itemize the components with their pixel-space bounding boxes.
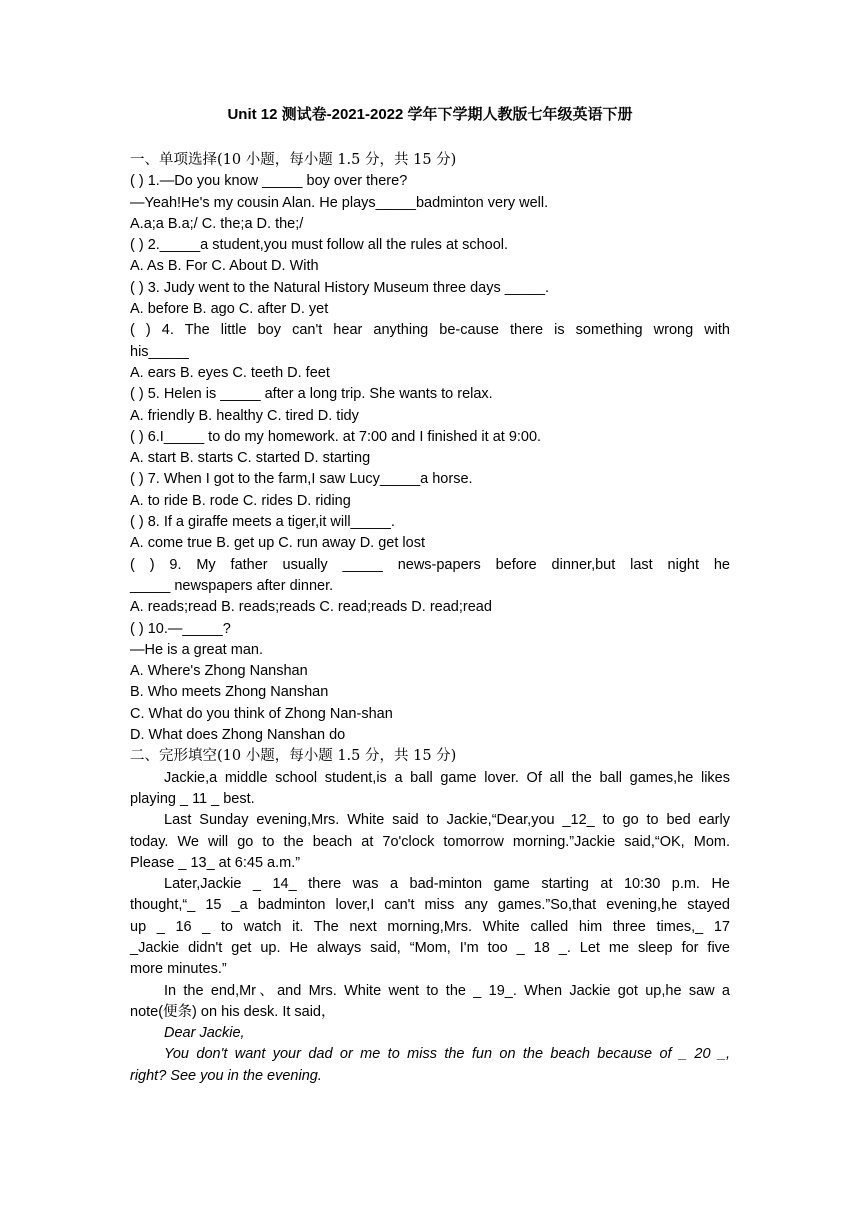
question-5-stem: ( ) 5. Helen is _____ after a long trip. She wants to relax.: [130, 386, 493, 403]
question-1-stem: ( ) 1.—Do you know _____ boy over there?: [130, 173, 408, 190]
question-8-stem: ( ) 8. If a giraffe meets a tiger,it will_____.: [130, 514, 395, 531]
cloze-paragraph-3-line-5: more minutes.”: [130, 961, 227, 978]
cloze-paragraph-4-line-1: In the end,Mr、and Mrs. White went to the _ 19_. When Jackie got up,he saw a: [164, 982, 730, 999]
cloze-paragraph-2-line-1: Last Sunday evening,Mrs. White said to Jackie,“Dear,you _12_ to go to bed early: [164, 812, 730, 829]
question-3-stem: ( ) 3. Judy went to the Natural History Museum three days _____.: [130, 279, 550, 296]
note-salutation: Dear Jackie,: [164, 1025, 245, 1042]
cloze-paragraph-4-line-2: note(便条) on his desk. It said，: [130, 1003, 336, 1020]
question-4-stem: ( ) 4. The little boy can't hear anything be-cause there is something wrong with: [130, 322, 730, 339]
question-10-option-b: B. Who meets Zhong Nanshan: [130, 684, 329, 701]
question-10-option-c: C. What do you think of Zhong Nan-shan: [130, 705, 393, 722]
question-4-options: A. ears B. eyes C. teeth D. feet: [130, 364, 330, 381]
cloze-paragraph-3-line-2: thought,“_ 15 _a badminton lover,I can't miss any games.”So,that evening,he stayed: [130, 897, 730, 914]
question-9-stem: ( ) 9. My father usually _____ news-papers before dinner,but last night he: [130, 556, 730, 573]
question-3-options: A. before B. ago C. after D. yet: [130, 301, 329, 318]
question-2-options: A. As B. For C. About D. With: [130, 258, 319, 275]
question-10-option-d: D. What does Zhong Nanshan do: [130, 727, 346, 744]
cloze-paragraph-3-line-1: Later,Jackie _ 14_ there was a bad-minton game starting at 10:30 p.m. He: [164, 876, 730, 893]
question-9-options: A. reads;read B. reads;reads C. read;reads D. read;read: [130, 599, 492, 616]
question-9-stem-cont: _____ newspapers after dinner.: [130, 577, 334, 594]
document-page: [130, 100, 730, 1087]
cloze-paragraph-2-line-3: Please _ 13_ at 6:45 a.m.”: [130, 854, 301, 871]
note-body-line-2: right? See you in the evening.: [130, 1067, 322, 1084]
section-heading-cloze: 二、完形填空(10 小题，每小题 1.5 分，共 15 分): [130, 748, 457, 765]
page-title: Unit 12 测试卷-2021-2022 学年下学期人教版七年级英语下册: [227, 106, 633, 123]
question-6-stem: ( ) 6.I_____ to do my homework. at 7:00 and I finished it at 9:00.: [130, 428, 542, 445]
cloze-paragraph-1-line-2: playing _ 11 _ best.: [130, 790, 255, 807]
question-6-options: A. start B. starts C. started D. starting: [130, 450, 371, 467]
question-7-options: A. to ride B. rode C. rides D. riding: [130, 492, 351, 509]
question-7-stem: ( ) 7. When I got to the farm,I saw Lucy_____a horse.: [130, 471, 473, 488]
cloze-paragraph-3-line-3: up _ 16 _ to watch it. The next morning,Mrs. White called him three times,_ 17: [130, 918, 730, 935]
cloze-paragraph-3-line-4: _Jackie didn't get up. He always said, “Mom, I'm too _ 18 _. Let me sleep for five: [130, 939, 730, 956]
question-10-option-a: A. Where's Zhong Nanshan: [130, 663, 308, 680]
question-10-reply: —He is a great man.: [130, 641, 263, 658]
note-body-line-1: You don't want your dad or me to miss the fun on the beach because of _ 20 _,: [164, 1046, 730, 1063]
question-5-options: A. friendly B. healthy C. tired D. tidy: [130, 407, 359, 424]
question-10-stem: ( ) 10.—_____?: [130, 620, 231, 637]
question-1-options: A.a;a B.a;/ C. the;a D. the;/: [130, 215, 304, 232]
question-8-options: A. come true B. get up C. run away D. get lost: [130, 535, 425, 552]
cloze-paragraph-1-line-1: Jackie,a middle school student,is a ball game lover. Of all the ball games,he likes: [164, 769, 730, 786]
question-2-stem: ( ) 2._____a student,you must follow all the rules at school.: [130, 237, 509, 254]
question-1-reply: —Yeah!He's my cousin Alan. He plays_____badminton very well.: [130, 194, 549, 211]
question-4-stem-cont: his_____: [130, 343, 189, 360]
cloze-paragraph-2-line-2: today. We will go to the beach at 7o'clock tomorrow morning.”Jackie said,“OK, Mom.: [130, 833, 730, 850]
section-heading-single-choice: 一、单项选择(10 小题，每小题 1.5 分，共 15 分): [130, 152, 457, 168]
